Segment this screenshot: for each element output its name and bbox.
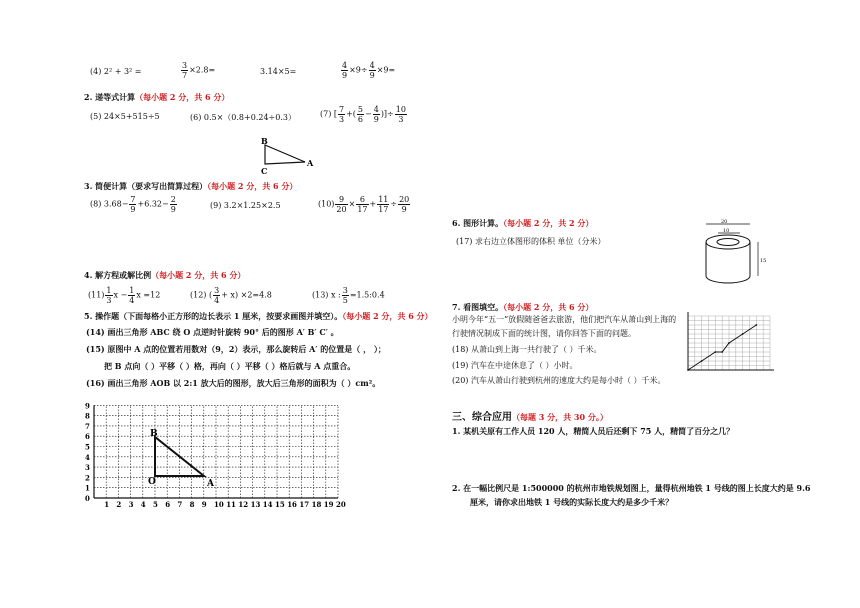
grid-x-tick: 3: [128, 500, 134, 509]
sec7-intro-2: 行驶情况制成下面的统计图，请你回答下面的问题。: [452, 329, 636, 338]
q7: (7) [ $\frac{7}{3}$ +( $\frac{5}{6}$ − $\frac{4}{9}$ )]÷ $\frac{10}{3}$: [320, 105, 406, 124]
q18: (18) 从萧山到上海一共行驶了（ ）千米。: [452, 345, 602, 354]
fraction: $\frac{1}{4}$: [129, 286, 135, 305]
sec5-title: 5. 操作题（下面每格小正方形的边长表示 1 厘米，按要求画图并填空）。: [84, 311, 343, 321]
grid-x-tick: 2: [116, 500, 122, 509]
q5: (5) 24×5+515÷5: [90, 112, 160, 121]
grid-x-tick: 8: [189, 500, 195, 509]
grid-x-tick: 6: [165, 500, 171, 509]
dim-top-label: 20: [721, 219, 728, 225]
grid-x-ticks: [104, 500, 346, 509]
chart-point: [714, 351, 716, 353]
grid-x-tick: 17: [299, 500, 310, 509]
fraction: $\frac{3}{5}$: [342, 286, 348, 305]
grid-label-o: O: [148, 477, 156, 487]
label-b: B: [261, 136, 268, 146]
q12: (12) ( $\frac{3}{4}$ + x) ×2=4.8: [190, 286, 272, 305]
grid-x-tick: 12: [238, 500, 249, 509]
q20: (20) 汽车从萧山行驶到杭州的速度大约是每小时（ ）千米。: [452, 376, 666, 385]
label-a: A: [307, 158, 314, 168]
grid-y-tick: 3: [85, 463, 90, 473]
dim-side-label: 15: [760, 258, 767, 264]
q4-b: [180, 61, 215, 80]
q11: (11) $\frac{1}{3}$ x − $\frac{1}{4}$ x =12: [88, 286, 161, 305]
grid-x-tick: 18: [311, 500, 322, 509]
fraction: $\frac{10}{3}$: [395, 105, 406, 124]
q15b: 把 B 点向（ ）平移（ ）格，再向（ ）平移（ ）格后就与 A 点重合。: [104, 361, 356, 371]
sec7-heading: [452, 302, 593, 313]
dim-inner-label: 10: [723, 228, 730, 234]
sec6-heading: [452, 218, 593, 229]
q6: (6) 0.5×（0.8+0.24÷0.3）: [190, 113, 296, 122]
q9: (9) 3.2×1.25×2.5: [210, 201, 281, 210]
sec7-score: （每小题 2 分，共 6 分）: [503, 302, 594, 312]
cylinder-hole: [717, 239, 739, 246]
sec6-title: 6. 图形计算。: [452, 218, 504, 228]
sec2-score: （每小题 2 分，共 6 分）: [135, 92, 230, 102]
sec7-title: 7. 看图填空。: [452, 302, 504, 312]
sec5-heading: [84, 311, 433, 322]
grid-x-tick: 15: [275, 500, 285, 509]
grid-label-a: A: [207, 479, 214, 489]
fraction: $\frac{4}{9}$: [369, 61, 375, 80]
q14: (14) 画出三角形 ABC 绕 O 点逆时针旋转 90° 后的图形 A′ B′ C′ 。: [86, 327, 339, 337]
sec2-title: 2. 递等式计算: [84, 92, 136, 102]
chart-point: [721, 351, 723, 353]
small-triangle-figure: [255, 136, 317, 178]
q19: (19) 汽车在中途休息了（ ）小时。: [452, 361, 578, 370]
grid-y-tick: 4: [85, 452, 90, 462]
grid-x-tick: 14: [262, 500, 273, 509]
grid-y-tick: 7: [85, 421, 90, 431]
fraction: $\frac{6}{17}$: [357, 195, 368, 214]
grid-lines: [94, 405, 338, 498]
grid-x-tick: 16: [287, 500, 297, 509]
chart-point: [728, 342, 730, 344]
problem-2-line-2: 厘米，请你求出地铁 1 号线的实际长度大约是多少千米？: [470, 497, 674, 507]
chart-point: [755, 324, 757, 326]
grid-y-tick: 5: [85, 442, 90, 452]
grid-y-tick: 0: [85, 494, 90, 503]
grid-x-tick: 10: [214, 500, 224, 509]
sec4-score: （每小题 2 分，共 6 分）: [151, 270, 246, 280]
fraction: $\frac{11}{17}$: [378, 195, 389, 214]
sec4-heading: [84, 270, 245, 281]
grid-y-tick: 9: [85, 401, 90, 411]
q13: (13) x : $\frac{3}{5}$ =1.5:0.4: [312, 286, 385, 305]
sec3app-score: （每题 3 分，共 30 分。）: [512, 412, 608, 422]
q17: (17) 求右边立体图形的体积 单位（分米）: [456, 237, 606, 246]
fraction: $\frac{2}{9}$: [170, 195, 176, 214]
grid-x-tick: 1: [104, 500, 110, 509]
problem-2-line-1: 2. 在一幅比例尺是 1:500000 的杭州市地铁规划图上，量得杭州地铁 1 号线的图上长度大约是 9.6: [452, 483, 811, 493]
sec4-title: 4. 解方程或解比例: [84, 270, 152, 280]
hollow-cylinder-figure: [698, 216, 770, 286]
grid-label-b: B: [150, 429, 158, 439]
q10: (10) $\frac{9}{20}$ × $\frac{6}{17}$ + $\frac{11}{17}$ ÷ $\frac{20}{9}$: [318, 195, 410, 214]
chart-point: [701, 360, 703, 362]
sec3app-heading: [452, 408, 608, 423]
chart-point: [742, 333, 744, 335]
grid-x-tick: 7: [177, 500, 183, 509]
chart-point: [687, 369, 689, 371]
grid-x-tick: 4: [140, 500, 146, 509]
q4-d-end: ×9=: [376, 65, 396, 75]
sec3app-title: 三、综合应用: [452, 412, 512, 423]
q8: (8) 3.68− $\frac{7}{9}$ +6.32− $\frac{2}{9}$: [90, 195, 176, 214]
sec3-title: 3. 简便计算（要求写出简算过程）: [84, 181, 208, 191]
triangle-shape: [265, 145, 305, 164]
sec3-heading: [84, 181, 297, 192]
grid-x-tick: 20: [336, 500, 346, 509]
fraction: $\frac{20}{9}$: [399, 195, 410, 214]
travel-line-chart: [680, 308, 780, 380]
grid-y-tick: 6: [85, 432, 90, 442]
fraction: $\frac{4}{9}$: [373, 105, 379, 124]
q15a: (15) 原图中 A 点的位置若用数对（9，2）表示，那么旋转后 A′ 的位置是（ ， ）；: [86, 344, 386, 354]
fraction: $\frac{7}{9}$: [130, 195, 136, 214]
label-c: C: [261, 166, 268, 176]
fraction: $\frac{5}{6}$: [357, 105, 364, 124]
sec5-score: （每小题 2 分，共 6 分）: [342, 311, 433, 321]
sec3-score: （每小题 2 分，共 6 分）: [207, 181, 298, 191]
grid-y-tick: 2: [85, 473, 90, 483]
q4-line: [90, 67, 142, 76]
sec6-score: （每小题 2 分，共 2 分）: [503, 218, 594, 228]
fraction: $\frac{3}{7}$: [182, 61, 188, 80]
q16: (16) 画出三角形 AOB 以 2:1 放大后的图形，放大后三角形的面积为（ ）cm²。: [86, 378, 381, 388]
grid-y-tick: 1: [85, 483, 90, 493]
fraction: $\frac{4}{9}$: [342, 61, 348, 80]
q4-d-mid: ×9÷: [349, 65, 368, 75]
fraction: $\frac{3}{4}$: [214, 286, 220, 305]
sec7-intro-1: 小明今年“五一”放假随爸爸去旅游，他们把汽车从萧山到上海的: [452, 315, 677, 324]
q4-a: (4) 2² + 3² =: [90, 67, 142, 76]
grid-x-tick: 11: [226, 500, 236, 509]
problem-1: 1. 某机关原有工作人员 120 人，精简人员后还剩下 75 人，精简了百分之几？: [452, 426, 735, 436]
sec2-heading: [84, 92, 229, 103]
fraction: $\frac{9}{20}$: [336, 195, 347, 214]
grid-y-ticks: [85, 401, 90, 503]
fraction: $\frac{1}{3}$: [106, 286, 112, 305]
q4-d: [340, 61, 395, 80]
q4-c: 3.14×5=: [260, 67, 297, 76]
grid-x-tick: 5: [153, 500, 158, 509]
q4-b-rest: ×2.8=: [189, 65, 216, 75]
grid-y-tick: 8: [85, 411, 90, 421]
coordinate-grid: [80, 392, 352, 514]
grid-x-tick: 13: [250, 500, 261, 509]
fraction: $\frac{7}{3}$: [339, 105, 345, 124]
grid-x-tick: 19: [323, 500, 334, 509]
grid-x-tick: 9: [201, 500, 207, 509]
